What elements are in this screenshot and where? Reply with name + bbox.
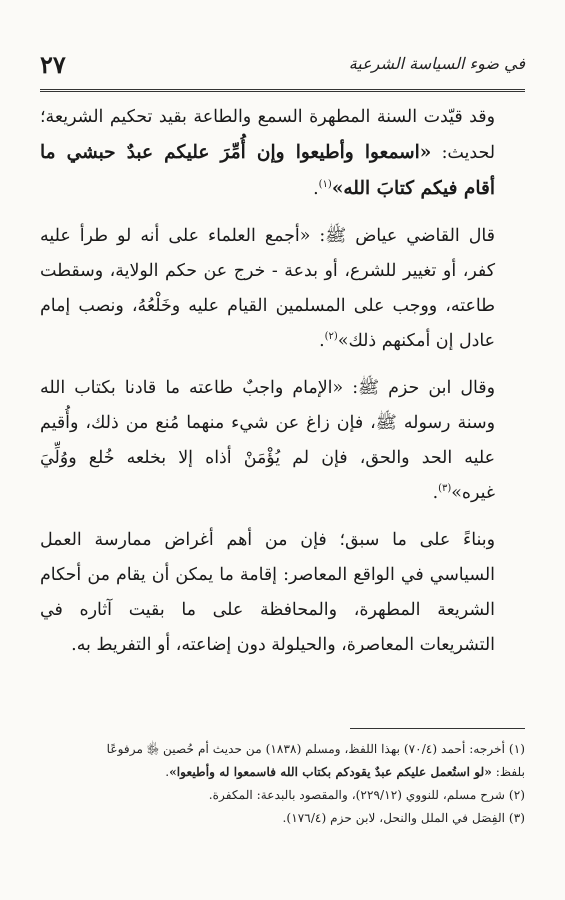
paragraph-4 xyxy=(40,523,525,663)
footnote-1-hadith: «لو استُعمل عليكم عبدٌ يقودكم بكتاب الله فاسمعوا له وأطيعوا» xyxy=(169,765,492,779)
qadi-iyad-quote: «أجمع العلماء على أنه لو طرأ عليه كفر، أو تغيير للشرع، أو بدعة - خرج عن حكم الولاية، وسقطت طاعته، ووجب على المسلمين القيام عليه وخَلْعُهُ، ونصب إمام عادل إن أمكنهم ذلك» xyxy=(40,226,495,351)
paragraph-3-end: . xyxy=(432,483,439,503)
footnote-2: (٢) شرح مسلم، للنووي (٢٢٩/١٢)، والمقصود بالبدعة: المكفرة. xyxy=(208,788,525,802)
footnotes xyxy=(40,738,525,830)
footnote-1-end: . xyxy=(165,765,170,779)
paragraph-1 xyxy=(40,100,525,207)
ibn-hazm-quote: «الإمام واجبٌ طاعته ما قادنا بكتاب الله وسنة رسوله ﷺ، فإن زاغ عن شيء منهما مُنع من ذلك، وأُقيم عليه الحد والحق، فإن لم يُؤْمَنْ أذاه إلا بخلعه خُلع ووُلِّيَ غيره» xyxy=(40,378,495,503)
paragraph-1-text: وقد قيّدت السنة المطهرة السمع والطاعة بقيد تحكيم الشريعة؛ لحديث: xyxy=(40,107,495,163)
paragraph-2-intro: قال القاضي عياض ﷺ: xyxy=(310,226,495,246)
paragraph-2 xyxy=(40,219,525,359)
footnote-3: (٣) الفِصَل في الملل والنحل، لابن حزم (١٧٦/٤). xyxy=(282,811,525,825)
footnote-divider xyxy=(350,728,525,729)
footnote-ref-1[interactable]: (١) xyxy=(318,179,332,191)
paragraph-3-intro: وقال ابن حزم ﷺ: xyxy=(343,378,496,398)
hadith-quote: «اسمعوا وأطيعوا وإن أُمِّرَ عليكم عبدٌ حبشي ما أقام فيكم كتابَ الله» xyxy=(40,142,495,199)
footnote-1-prefix: بلفظ: xyxy=(491,765,525,779)
footnote-ref-3[interactable]: (٣) xyxy=(438,483,452,495)
footnote-1 xyxy=(40,738,525,784)
paragraph-4-text: وبناءً على ما سبق؛ فإن من أهم أغراض ممارسة العمل السياسي في الواقع المعاصر: إقامة ما يمكن أن يقام من أحكام الشريعة المطهرة، والمحافظة على ما بقيت آثاره في التشريعات المعاصرة، والحيلولة دون إضاعته، أو التفريط به. xyxy=(40,530,495,655)
header-divider xyxy=(40,89,525,92)
footnote-1-line-1: (١) أخرجه: أحمد (٧٠/٤) بهذا اللفظ، ومسلم (١٨٣٨) من حديث أم حُصين ﵂ مرفوعًا xyxy=(106,742,525,756)
main-text xyxy=(40,100,525,675)
paragraph-1-end: . xyxy=(313,179,319,199)
footnote-1-line-2 xyxy=(40,761,525,784)
paragraph-3 xyxy=(40,371,525,511)
page-header xyxy=(40,52,525,86)
page-number: ٢٧ xyxy=(40,50,66,79)
running-head: في ضوء السياسة الشرعية xyxy=(348,54,525,73)
paragraph-2-end: . xyxy=(319,331,325,351)
footnote-ref-2[interactable]: (٢) xyxy=(324,331,338,343)
